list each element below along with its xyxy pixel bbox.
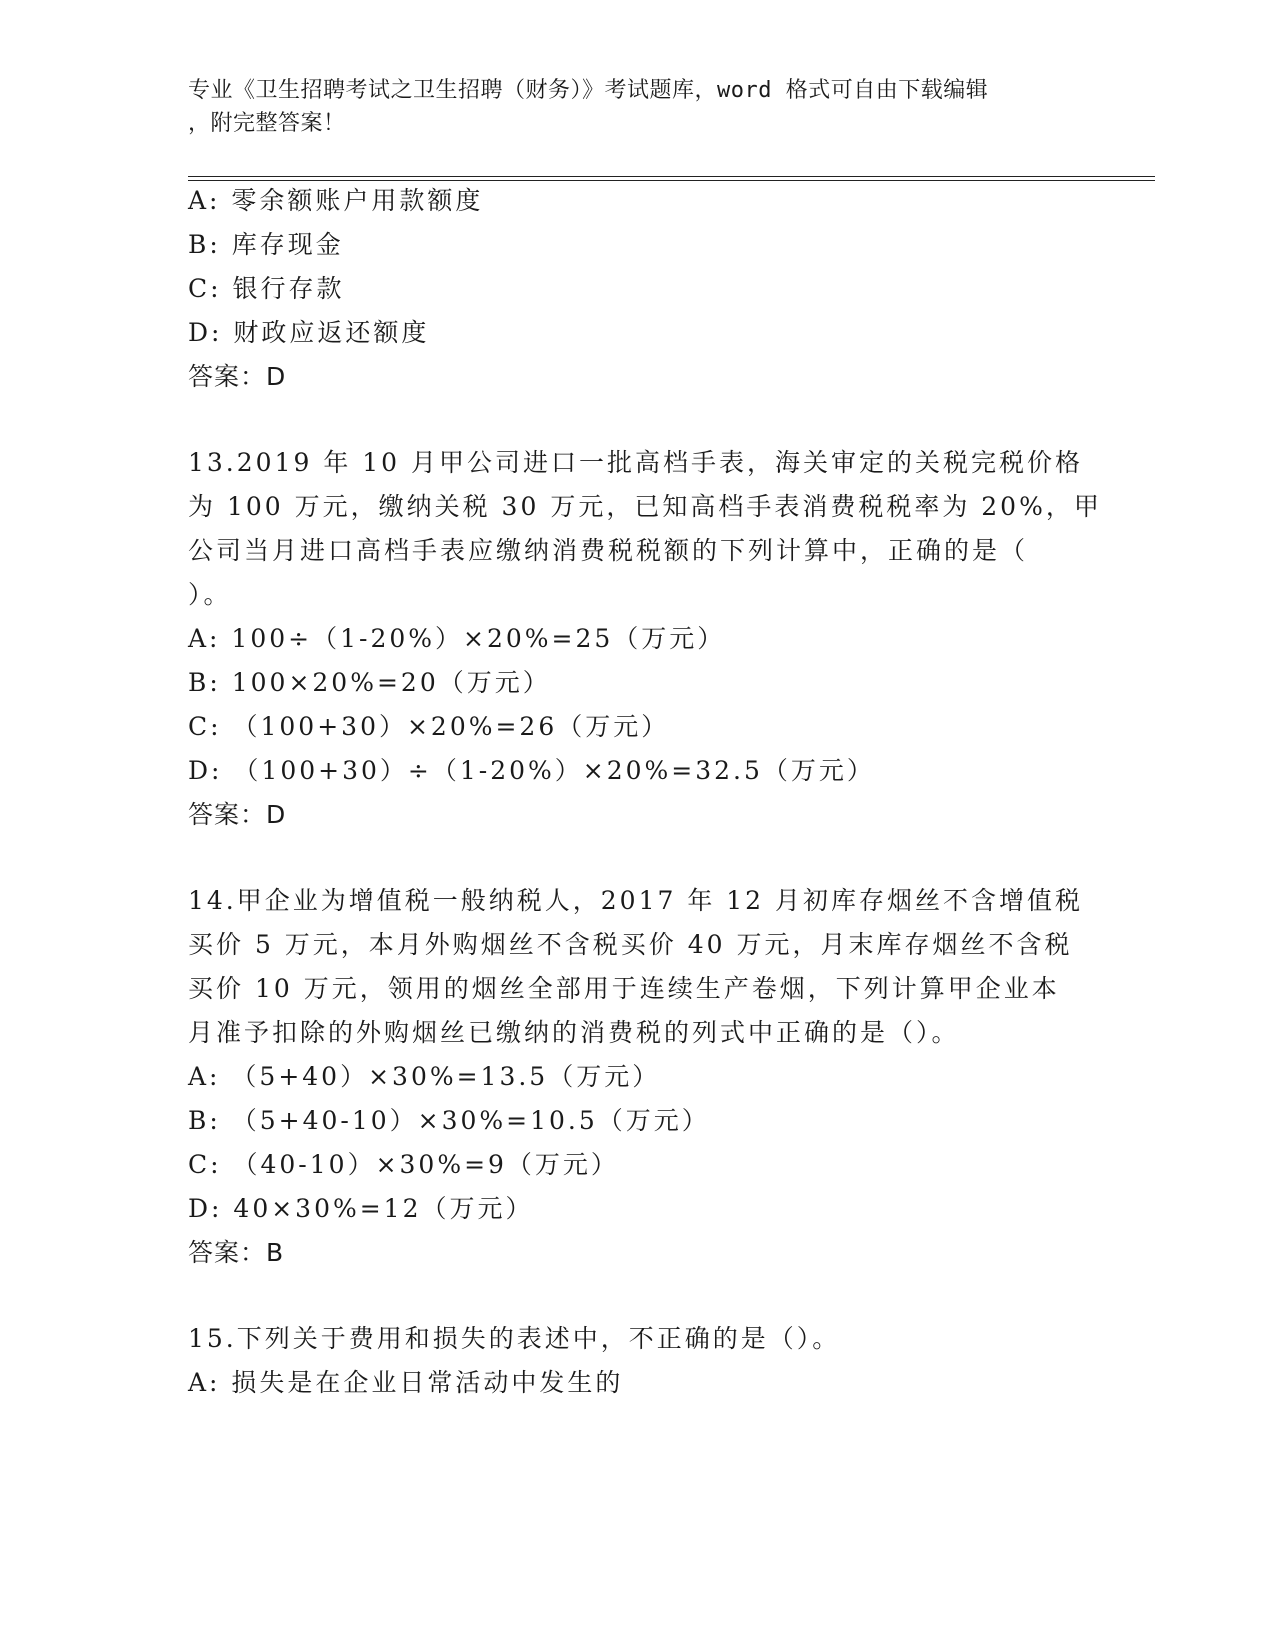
q14-option-d: D: 40×30%=12（万元）: [188, 1194, 534, 1223]
q14-option-b: B: （5+40-10）×30%=10.5（万元）: [188, 1106, 710, 1135]
q15-option-a: A: 损失是在企业日常活动中发生的: [188, 1368, 624, 1397]
header-line-1: 专业《卫生招聘考试之卫生招聘（财务）》考试题库，word 格式可自由下载编辑: [188, 78, 989, 103]
q13-stem-line-1: 13.2019 年 10 月甲公司进口一批高档手表，海关审定的关税完税价格: [188, 448, 1084, 477]
document-header: [188, 74, 1068, 140]
q13-option-a: A: 100÷（1-20%）×20%=25（万元）: [188, 624, 726, 653]
q12-option-b: B: 库存现金: [188, 230, 344, 259]
q13-stem-line-3: 公司当月进口高档手表应缴纳消费税税额的下列计算中，正确的是（: [188, 536, 1029, 565]
header-divider: [188, 176, 1155, 181]
q15-stem-line-1: 15.下列关于费用和损失的表述中，不正确的是（）。: [188, 1324, 841, 1353]
header-line-2: ，附完整答案！: [188, 111, 346, 136]
q13-option-c: C: （100+30）×20%=26（万元）: [188, 712, 670, 741]
q14-stem-line-2: 买价 5 万元，本月外购烟丝不含税买价 40 万元，月末库存烟丝不含税: [188, 930, 1073, 959]
q12-option-c: C: 银行存款: [188, 274, 345, 303]
q13-stem-line-4: ）。: [188, 580, 232, 609]
q14-answer: 答案：B: [188, 1238, 285, 1267]
q14-stem-line-4: 月准予扣除的外购烟丝已缴纳的消费税的列式中正确的是（）。: [188, 1018, 960, 1047]
q13-stem-line-2: 为 100 万元，缴纳关税 30 万元，已知高档手表消费税税率为 20%，甲: [188, 492, 1102, 521]
q12-option-a: A: 零余额账户用款额度: [188, 186, 484, 215]
q13-option-b: B: 100×20%=20（万元）: [188, 668, 551, 697]
q13-answer: 答案：D: [188, 800, 287, 829]
q14-stem-line-1: 14.甲企业为增值税一般纳税人，2017 年 12 月初库存烟丝不含增值税: [188, 886, 1084, 915]
q14-option-a: A: （5+40）×30%=13.5（万元）: [188, 1062, 661, 1091]
q12-answer: 答案：D: [188, 362, 287, 391]
q12-option-d: D: 财政应返还额度: [188, 318, 430, 347]
q14-stem-line-3: 买价 10 万元，领用的烟丝全部用于连续生产卷烟，下列计算甲企业本: [188, 974, 1060, 1003]
q14-option-c: C: （40-10）×30%=9（万元）: [188, 1150, 619, 1179]
q13-option-d: D: （100+30）÷（1-20%）×20%=32.5（万元）: [188, 756, 875, 785]
